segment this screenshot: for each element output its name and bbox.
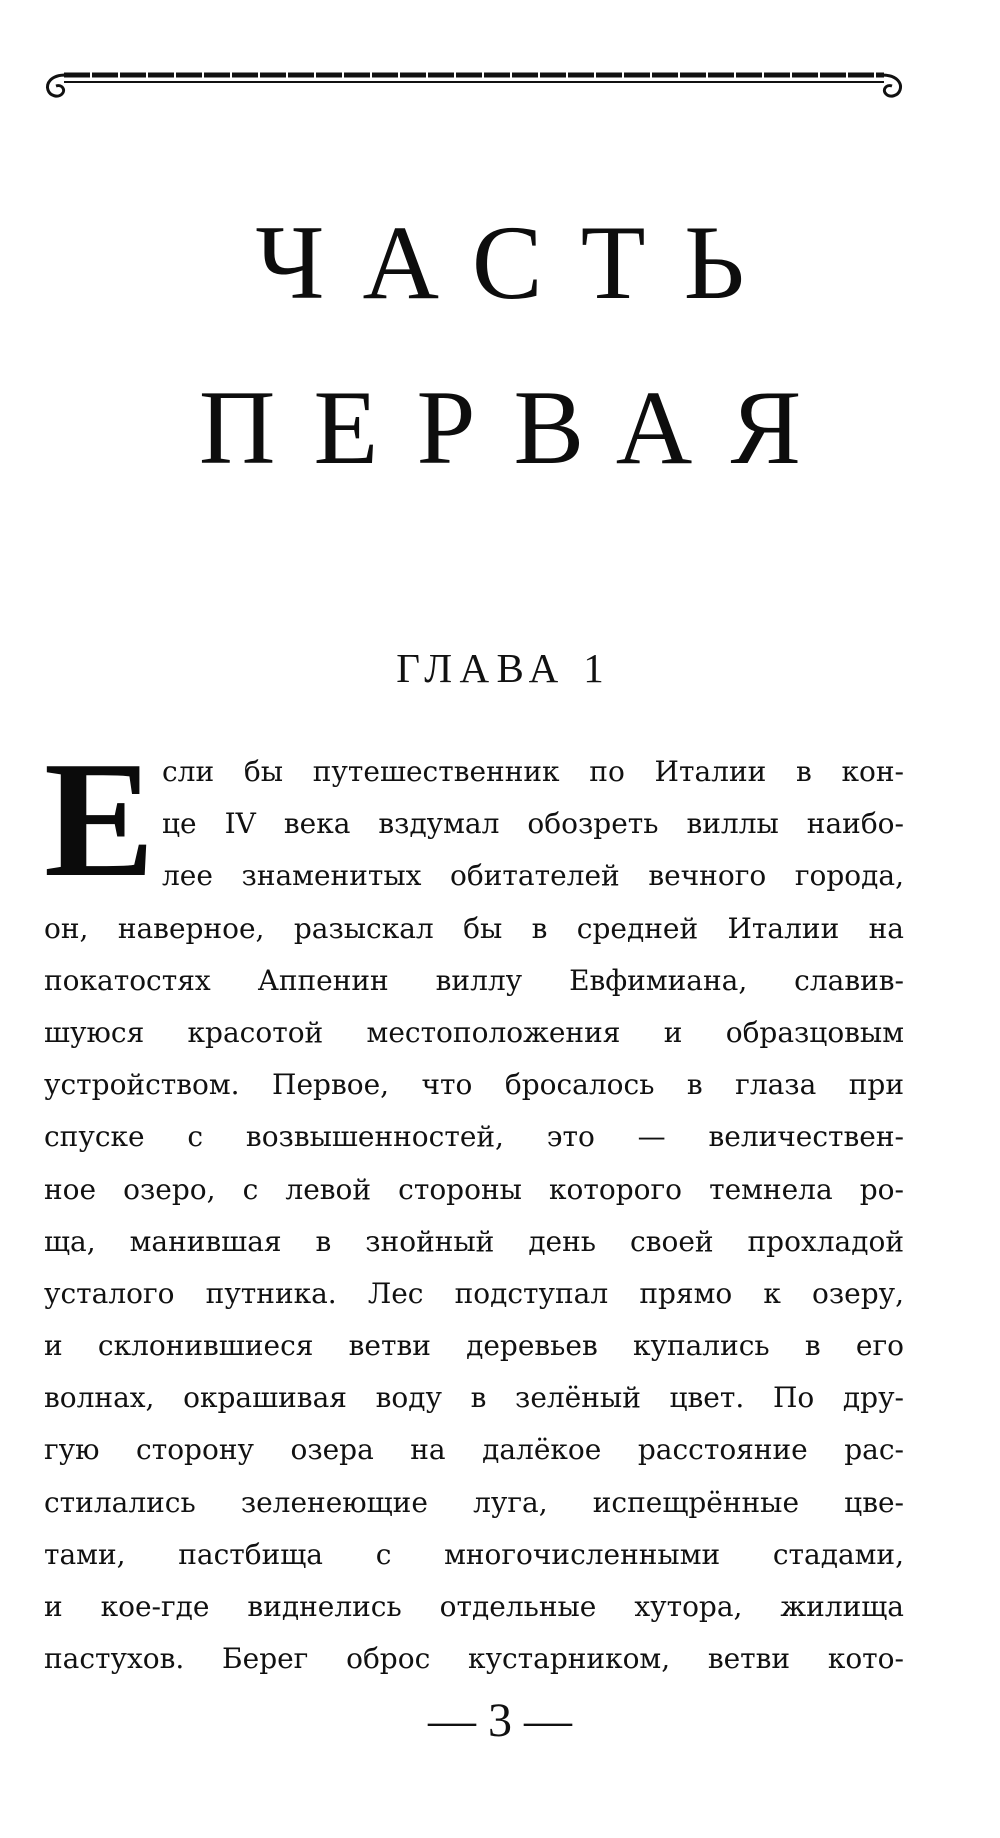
text-line: ща, манившая в знойный день своей прохладой bbox=[44, 1224, 904, 1258]
ornamental-border-icon bbox=[44, 70, 904, 110]
text-line: усталого путника. Лес подступал прямо к озеру, bbox=[44, 1276, 904, 1310]
text-line: стилались зеленеющие луга, испещрённые цве- bbox=[44, 1485, 904, 1519]
drop-cap: Е bbox=[44, 727, 155, 911]
text-line: шуюся красотой местоположения и образцовым bbox=[44, 1015, 904, 1049]
part-title-line-2: ПЕРВАЯ bbox=[198, 369, 840, 486]
text-line: лее знаменитых обитателей вечного города, bbox=[162, 859, 904, 893]
page-number: — 3 — bbox=[428, 1694, 572, 1747]
text-line: гую сторону озера на далёкое расстояние рас- bbox=[44, 1433, 904, 1467]
text-line: волнах, окрашивая воду в зелёный цвет. По дру- bbox=[44, 1381, 904, 1415]
text-line: и склонившиеся ветви деревьев купались в его bbox=[44, 1329, 904, 1363]
text-line: спуске с возвышенностей, это — величествен- bbox=[44, 1120, 904, 1154]
text-line: пастухов. Берег оброс кустарником, ветви кото- bbox=[44, 1642, 904, 1676]
text-line: тами, пастбища с многочисленными стадами, bbox=[44, 1537, 904, 1571]
text-line: устройством. Первое, что бросалось в глаза при bbox=[44, 1068, 904, 1102]
text-line: он, наверное, разыскал бы в средней Италии на bbox=[44, 911, 904, 945]
part-title-line-1: ЧАСТЬ bbox=[255, 204, 783, 321]
chapter-body bbox=[44, 727, 904, 1685]
text-line: покатостях Аппенин виллу Евфимиана, славив- bbox=[44, 963, 904, 997]
chapter-title: ГЛАВА 1 bbox=[396, 645, 612, 691]
text-line: ное озеро, с левой стороны которого темнела ро- bbox=[44, 1172, 904, 1206]
text-line: и кое-где виднелись отдельные хутора, жилища bbox=[44, 1590, 904, 1623]
text-line: це IV века вздумал обозреть виллы наибо- bbox=[162, 807, 904, 841]
text-line: сли бы путешественник по Италии в кон- bbox=[162, 755, 904, 788]
